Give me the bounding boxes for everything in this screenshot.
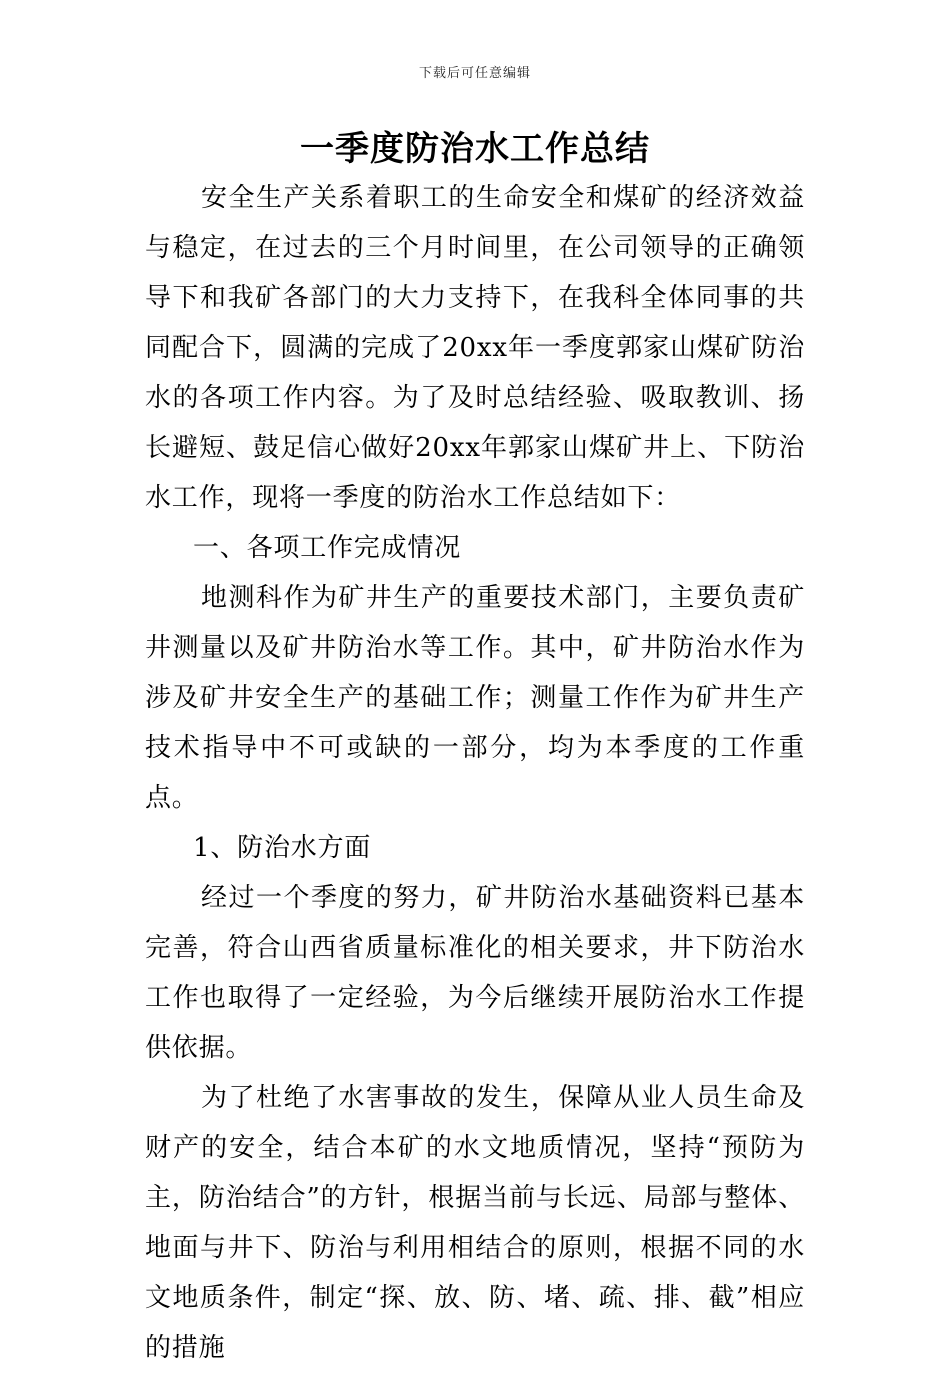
section-heading-work-completion: 一、各项工作完成情况 <box>193 533 462 563</box>
department-paragraph: 地测科作为矿井生产的重要技术部门，主要负责矿井测量以及矿井防治水等工作。其中，矿井防治水作为涉及矿井安全生产的基础工作；测量工作作为矿井生产技术指导中不可或缺的一部分，均为本季度的工作重点。 <box>145 583 805 813</box>
measures-paragraph: 为了杜绝了水害事故的发生，保障从业人员生命及财产的安全，结合本矿的水文地质情况，坚持“预防为主，防治结合”的方针，根据当前与长远、局部与整体、地面与井下、防治与利用相结合的原则，根据不同的水文地质条件，制定“探、放、防、堵、疏、排、截”相应的措施 <box>145 1083 805 1363</box>
document-body <box>145 173 805 1373</box>
progress-paragraph: 经过一个季度的努力，矿井防治水基础资料已基本完善，符合山西省质量标准化的相关要求，井下防治水工作也取得了一定经验，为今后继续开展防治水工作提供依据。 <box>145 883 805 1063</box>
subsection-heading-water-control: 1、防治水方面 <box>193 833 372 863</box>
header-note: 下载后可任意编辑 <box>418 66 531 81</box>
intro-paragraph: 安全生产关系着职工的生命安全和煤矿的经济效益与稳定，在过去的三个月时间里，在公司领导的正确领导下和我矿各部门的大力支持下，在我科全体同事的共同配合下，圆满的完成了20xx年一季度郭家山煤矿防治水的各项工作内容。为了及时总结经验、吸取教训、扬长避短、鼓足信心做好20xx年郭家山煤矿井上、下防治水工作，现将一季度的防治水工作总结如下： <box>145 183 805 513</box>
document-title: 一季度防治水工作总结 <box>300 129 650 169</box>
